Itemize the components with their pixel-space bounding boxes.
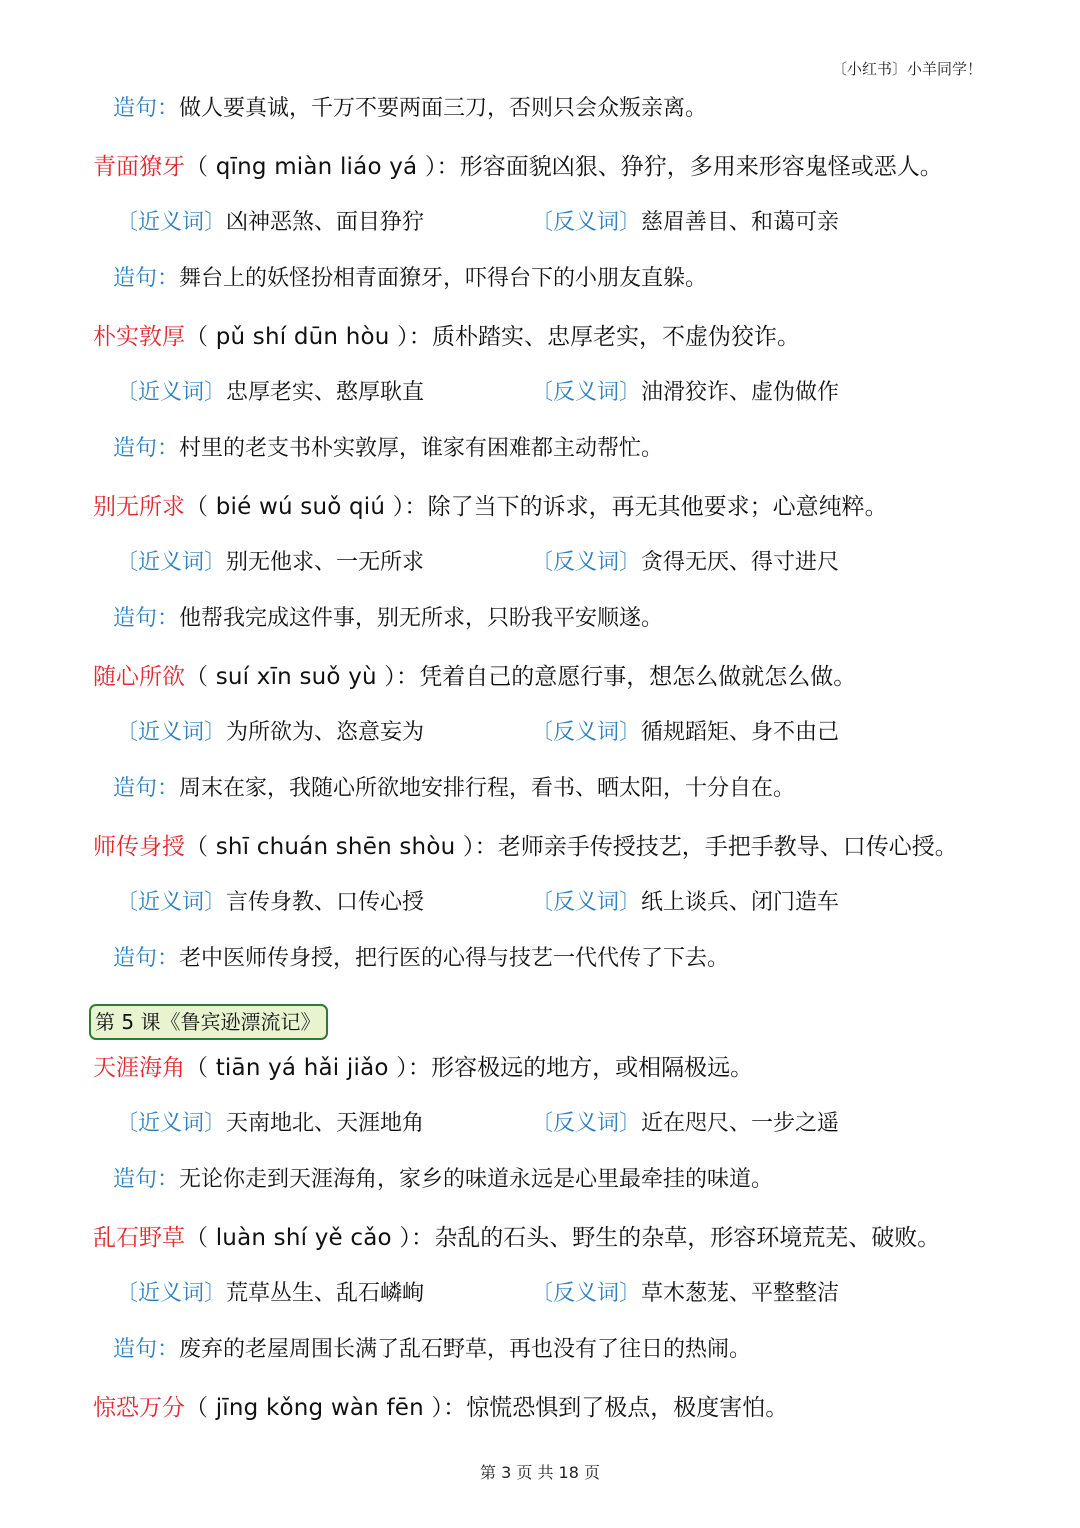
idiom-pinyin: （ shī chuán shēn shòu ）： xyxy=(185,834,498,860)
synonym-antonym-line xyxy=(116,1277,1016,1311)
synonyms xyxy=(116,886,424,920)
idiom-definition: 形容极远的地方，或相隔极远。 xyxy=(431,1055,754,1081)
sentence-label: 造句： xyxy=(113,436,180,461)
synonym-text: 忠厚老实、憨厚耿直 xyxy=(226,380,425,405)
idiom-pinyin: （ bié wú suǒ qiú ）： xyxy=(185,494,428,520)
antonym-label: 〔反义词〕 xyxy=(531,720,642,745)
antonym-text: 油滑狡诈、虚伪做作 xyxy=(641,380,840,405)
antonym-label: 〔反义词〕 xyxy=(531,550,642,575)
antonyms xyxy=(531,1107,839,1141)
synonyms xyxy=(116,206,424,240)
antonym-text: 贪得无厌、得寸进尺 xyxy=(641,550,840,575)
synonym-antonym-line xyxy=(116,1107,1016,1141)
sentence-text: 周末在家，我随心所欲地安排行程，看书、晒太阳，十分自在。 xyxy=(179,776,796,801)
sentence-line xyxy=(113,1333,751,1367)
synonyms xyxy=(116,1107,424,1141)
synonym-antonym-line xyxy=(116,886,1016,920)
antonyms xyxy=(531,886,839,920)
sentence-text: 无论你走到天涯海角，家乡的味道永远是心里最牵挂的味道。 xyxy=(179,1167,774,1192)
sentence-text: 他帮我完成这件事，别无所求，只盼我平安顺遂。 xyxy=(179,606,664,631)
idiom-word: 师传身授 xyxy=(93,834,185,860)
idiom-entry xyxy=(93,1051,753,1085)
synonym-label: 〔近义词〕 xyxy=(116,210,227,235)
idiom-entry xyxy=(93,660,856,694)
idiom-entry xyxy=(93,490,888,524)
synonyms xyxy=(116,716,424,750)
synonyms xyxy=(116,546,424,580)
idiom-definition: 质朴踏实、忠厚老实，不虚伪狡诈。 xyxy=(431,324,800,350)
sentence-label: 造句： xyxy=(113,1167,180,1192)
idiom-word: 惊恐万分 xyxy=(93,1395,185,1421)
sentence-text: 村里的老支书朴实敦厚，谁家有困难都主动帮忙。 xyxy=(179,436,664,461)
synonym-label: 〔近义词〕 xyxy=(116,720,227,745)
synonym-label: 〔近义词〕 xyxy=(116,890,227,915)
lesson-title: 第 5 课《鲁宾逊漂流记》 xyxy=(89,1004,328,1040)
synonym-label: 〔近义词〕 xyxy=(116,380,227,405)
idiom-definition: 杂乱的石头、野生的杂草，形容环境荒芜、破败。 xyxy=(434,1225,941,1251)
antonym-label: 〔反义词〕 xyxy=(531,380,642,405)
sentence-label: 造句： xyxy=(113,96,180,121)
idiom-entry xyxy=(93,320,800,354)
sentence-label: 造句： xyxy=(113,606,180,631)
page-footer: 第 3 页 共 18 页 xyxy=(480,1463,600,1482)
antonym-text: 近在咫尺、一步之遥 xyxy=(641,1111,840,1136)
sentence-line xyxy=(113,942,729,976)
sentence-line xyxy=(113,92,707,126)
synonym-text: 言传身教、口传心授 xyxy=(226,890,425,915)
antonyms xyxy=(531,206,839,240)
sentence-line xyxy=(113,1163,773,1197)
idiom-word: 随心所欲 xyxy=(93,664,185,690)
synonym-label: 〔近义词〕 xyxy=(116,550,227,575)
sentence-text: 废弃的老屋周围长满了乱石野草，再也没有了往日的热闹。 xyxy=(179,1337,752,1362)
antonyms xyxy=(531,546,839,580)
idiom-pinyin: （ qīng miàn liáo yá ）： xyxy=(185,154,460,180)
sentence-label: 造句： xyxy=(113,266,180,291)
synonym-label: 〔近义词〕 xyxy=(116,1111,227,1136)
antonym-text: 循规蹈矩、身不由己 xyxy=(641,720,840,745)
idiom-definition: 凭着自己的意愿行事，想怎么做就怎么做。 xyxy=(419,664,857,690)
synonyms xyxy=(116,1277,424,1311)
sentence-line xyxy=(113,602,663,636)
antonym-label: 〔反义词〕 xyxy=(531,1111,642,1136)
sentence-label: 造句： xyxy=(113,1337,180,1362)
idiom-word: 别无所求 xyxy=(93,494,185,520)
idiom-entry xyxy=(93,1391,788,1425)
sentence-text: 舞台上的妖怪扮相青面獠牙，吓得台下的小朋友直躲。 xyxy=(179,266,708,291)
idiom-entry xyxy=(93,830,958,864)
antonyms xyxy=(531,376,839,410)
sentence-label: 造句： xyxy=(113,776,180,801)
idiom-pinyin: （ pǔ shí dūn hòu ）： xyxy=(185,324,432,350)
idiom-pinyin: （ suí xīn suǒ yù ）： xyxy=(185,664,420,690)
synonym-text: 别无他求、一无所求 xyxy=(226,550,425,575)
synonym-text: 凶神恶煞、面目狰狞 xyxy=(226,210,425,235)
idiom-definition: 除了当下的诉求，再无其他要求；心意纯粹。 xyxy=(427,494,888,520)
idiom-word: 天涯海角 xyxy=(93,1055,185,1081)
synonym-text: 为所欲为、恣意妄为 xyxy=(226,720,425,745)
sentence-label: 造句： xyxy=(113,946,180,971)
idiom-word: 乱石野草 xyxy=(93,1225,185,1251)
idiom-entry xyxy=(93,150,943,184)
idiom-word: 朴实敦厚 xyxy=(93,324,185,350)
synonym-antonym-line xyxy=(116,716,1016,750)
synonym-antonym-line xyxy=(116,546,1016,580)
synonyms xyxy=(116,376,424,410)
sentence-line xyxy=(113,432,663,466)
synonym-text: 荒草丛生、乱石嶙峋 xyxy=(226,1281,425,1306)
antonyms xyxy=(531,716,839,750)
synonym-label: 〔近义词〕 xyxy=(116,1281,227,1306)
page-header: 〔小红书〕小羊同学！ xyxy=(831,60,982,78)
synonym-antonym-line xyxy=(116,206,1016,240)
sentence-line xyxy=(113,262,707,296)
synonym-antonym-line xyxy=(116,376,1016,410)
idiom-entry xyxy=(93,1221,940,1255)
idiom-pinyin: （ jīng kǒng wàn fēn ）： xyxy=(185,1395,467,1421)
idiom-word: 青面獠牙 xyxy=(93,154,185,180)
antonyms xyxy=(531,1277,839,1311)
antonym-text: 纸上谈兵、闭门造车 xyxy=(641,890,840,915)
sentence-line xyxy=(113,772,795,806)
antonym-text: 草木葱茏、平整整洁 xyxy=(641,1281,840,1306)
idiom-definition: 老师亲手传授技艺，手把手教导、口传心授。 xyxy=(497,834,958,860)
antonym-label: 〔反义词〕 xyxy=(531,1281,642,1306)
synonym-text: 天南地北、天涯地角 xyxy=(226,1111,425,1136)
sentence-text: 做人要真诚，千万不要两面三刀，否则只会众叛亲离。 xyxy=(179,96,708,121)
idiom-definition: 形容面貌凶狠、狰狞，多用来形容鬼怪或恶人。 xyxy=(459,154,943,180)
idiom-pinyin: （ luàn shí yě cǎo ）： xyxy=(185,1225,435,1251)
sentence-text: 老中医师传身授，把行医的心得与技艺一代代传了下去。 xyxy=(179,946,730,971)
idiom-definition: 惊慌恐惧到了极点，极度害怕。 xyxy=(466,1395,789,1421)
antonym-label: 〔反义词〕 xyxy=(531,890,642,915)
antonym-text: 慈眉善目、和蔼可亲 xyxy=(641,210,840,235)
antonym-label: 〔反义词〕 xyxy=(531,210,642,235)
idiom-pinyin: （ tiān yá hǎi jiǎo ）： xyxy=(185,1055,432,1081)
